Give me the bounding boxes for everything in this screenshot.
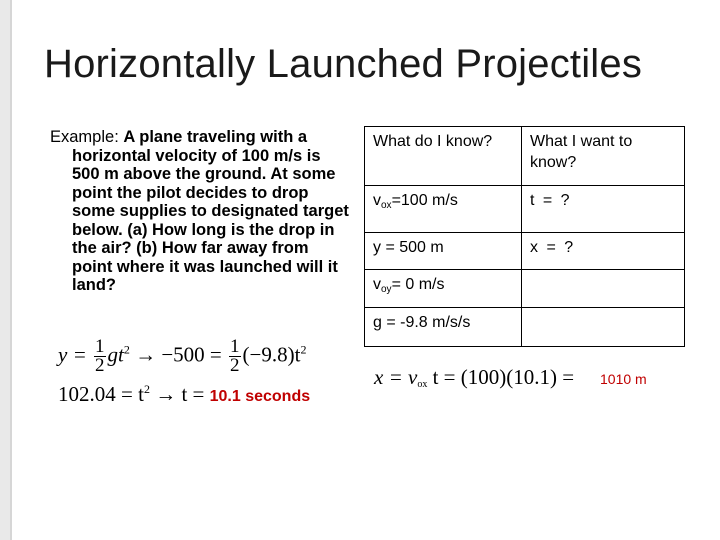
header-known: What do I know? (365, 127, 522, 186)
left-decorative-bar (0, 0, 10, 540)
example-paragraph (50, 128, 350, 295)
equation-displacement: y = $\frac{1}{2}$ $gt^2 \to -500$ = $\frac{1}{2}$ $(-9.8)t^2$ (58, 336, 307, 376)
empty-cell (522, 308, 685, 347)
want-x: x = ? (522, 233, 685, 270)
range-answer: 1010 m (600, 371, 647, 387)
time-answer: 10.1 seconds (209, 388, 311, 405)
known-voy: $v_{oy}= 0$ m/s (365, 270, 522, 308)
equation-time: $102.04 = t^2 \to t = 10.1$ seconds (58, 382, 311, 406)
slide-title: Horizontally Launched Projectiles (44, 42, 643, 86)
table-row (365, 308, 685, 347)
table-row (365, 127, 685, 186)
want-t: t = ? (522, 186, 685, 233)
fraction-half: $\frac{1}{2}$ (95, 336, 105, 376)
knowns-table (364, 126, 685, 347)
example-prefix: Example: (50, 128, 119, 146)
known-y: y = 500 m (365, 233, 522, 270)
equation-range: $x = v_{ox}$ t = (100)(10.1) = (374, 365, 575, 390)
table-row (365, 270, 685, 308)
example-problem (50, 128, 350, 295)
known-vox: $v_{ox}=100$ m/s (365, 186, 522, 233)
empty-cell (522, 270, 685, 308)
known-g: g = -9.8 m/s/s (365, 308, 522, 347)
fraction-half: $\frac{1}{2}$ (230, 336, 240, 376)
example-text: A plane traveling with a horizontal velocity of 100 m/s is 500 m above the ground. At some point the pilot decides to drop some supplies to designated target below. (a) How long is the drop in the air? (b) How far away from point where it was launched will it land? (72, 128, 349, 294)
table-row (365, 233, 685, 270)
header-want: What I want to know? (522, 127, 685, 186)
table-row (365, 186, 685, 233)
left-decorative-bar-accent (10, 0, 12, 540)
